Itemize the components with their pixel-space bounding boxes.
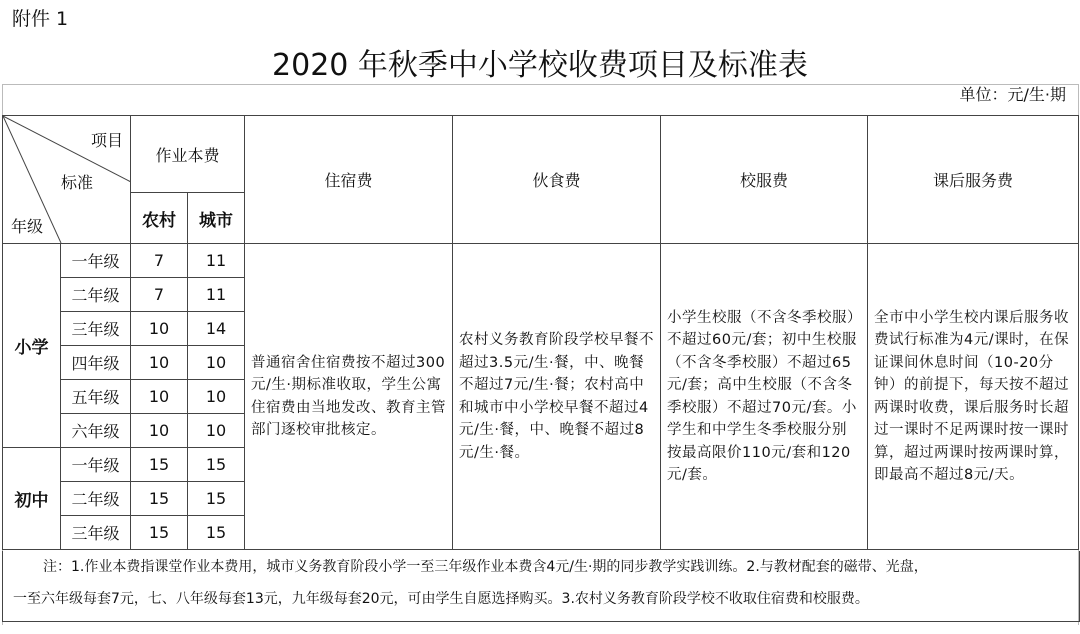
diagonal-header bbox=[3, 116, 131, 244]
urban-fee: 10 bbox=[188, 346, 245, 380]
afterschool-desc: 全市中小学生校内课后服务收费试行标准为4元/课时，在保证课间休息时间（10-20分钟）的前提下，每天按不超过两课时收费，课后服务时长超过一课时不足两课时按一课时算，超过两课时按两课时算，即最高不超过8元/天。 bbox=[868, 244, 1079, 550]
header-rural: 农村 bbox=[131, 193, 188, 244]
urban-fee: 11 bbox=[188, 244, 245, 278]
urban-fee: 15 bbox=[188, 516, 245, 550]
urban-fee: 10 bbox=[188, 414, 245, 448]
rural-fee: 15 bbox=[131, 448, 188, 482]
unit-label: 单位：元/生·期 bbox=[959, 85, 1066, 104]
grade: 一年级 bbox=[61, 448, 131, 482]
lodging-desc: 普通宿舍住宿费按不超过300元/生·期标准收取，学生公寓住宿费由当地发改、教育主管部门逐校审批核定。 bbox=[245, 244, 453, 550]
group-primary: 小学 bbox=[3, 244, 61, 448]
header-workbook: 作业本费 bbox=[131, 116, 245, 193]
header-lodging: 住宿费 bbox=[245, 116, 453, 244]
urban-fee: 15 bbox=[188, 482, 245, 516]
grade: 三年级 bbox=[61, 312, 131, 346]
grade: 二年级 bbox=[61, 482, 131, 516]
uniform-desc: 小学生校服（不含冬季校服）不超过60元/套；初中生校服（不含冬季校服）不超过65元/套；高中生校服（不含冬季校服）不超过70元/套。小学生和中学生冬季校服分别按最高限价110元/套和120元/套。 bbox=[661, 244, 868, 550]
rural-fee: 7 bbox=[131, 244, 188, 278]
rural-fee: 7 bbox=[131, 278, 188, 312]
notes bbox=[2, 551, 1080, 622]
grade: 一年级 bbox=[61, 244, 131, 278]
grade: 五年级 bbox=[61, 380, 131, 414]
urban-fee: 14 bbox=[188, 312, 245, 346]
header-standard: 标准 bbox=[61, 173, 94, 192]
grade: 四年级 bbox=[61, 346, 131, 380]
header-uniform: 校服费 bbox=[661, 116, 868, 244]
urban-fee: 15 bbox=[188, 448, 245, 482]
note-line-2: 一至六年级每套7元，七、八年级每套13元，九年级每套20元，可由学生自愿选择购买。3.农村义务教育阶段学校不收取住宿费和校服费。 bbox=[13, 591, 869, 607]
page-title: 2020 年秋季中小学校收费项目及标准表 bbox=[272, 48, 808, 83]
note-line-1: 注：1.作业本费指课堂作业本费用，城市义务教育阶段小学一至三年级作业本费含4元/生·期的同步教学实践训练。2.与教材配套的磁带、光盘， bbox=[43, 559, 928, 575]
header-grade: 年级 bbox=[11, 217, 44, 236]
food-desc: 农村义务教育阶段学校早餐不超过3.5元/生·餐，中、晚餐不超过7元/生·餐；农村高中和城市中小学校早餐不超过4元/生·餐，中、晚餐不超过8元/生·餐。 bbox=[453, 244, 661, 550]
grade: 六年级 bbox=[61, 414, 131, 448]
rural-fee: 15 bbox=[131, 516, 188, 550]
fee-table bbox=[2, 115, 1079, 550]
group-junior: 初中 bbox=[3, 448, 61, 550]
urban-fee: 10 bbox=[188, 380, 245, 414]
grade: 二年级 bbox=[61, 278, 131, 312]
header-food: 伙食费 bbox=[453, 116, 661, 244]
header-urban: 城市 bbox=[188, 193, 245, 244]
header-item: 项目 bbox=[91, 131, 124, 150]
attachment-label: 附件 1 bbox=[12, 8, 69, 30]
urban-fee: 11 bbox=[188, 278, 245, 312]
header-afterschool: 课后服务费 bbox=[868, 116, 1079, 244]
grade: 三年级 bbox=[61, 516, 131, 550]
rural-fee: 10 bbox=[131, 346, 188, 380]
rural-fee: 10 bbox=[131, 380, 188, 414]
rural-fee: 15 bbox=[131, 482, 188, 516]
rural-fee: 10 bbox=[131, 414, 188, 448]
rural-fee: 10 bbox=[131, 312, 188, 346]
